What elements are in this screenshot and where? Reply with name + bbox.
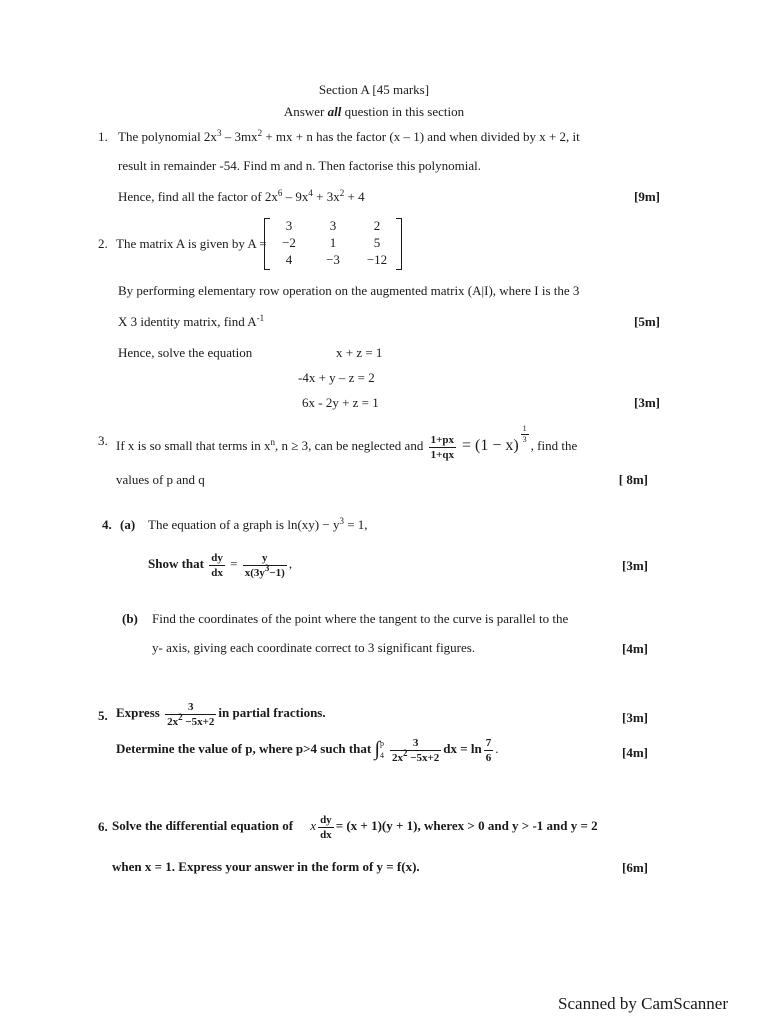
q6-marks: [6m] (622, 860, 648, 875)
matrix-cell: 2 (373, 218, 381, 233)
q4-part-a-text: The equation of a graph is $\ln(xy) - y^3 = 1$, (148, 516, 368, 532)
section-title: Section A [45 marks] (318, 82, 430, 97)
q3-line1: If x is so small that terms in $x^n$, n ≥ 3, can be neglected and $\frac{1+px}{1+qx}$ = (1 − x) $\frac{1}{3}$ , find the (116, 424, 578, 461)
matrix-a (264, 218, 402, 270)
q2-marks-2: [3m] (634, 395, 660, 410)
q5-integrand: $\frac{3}{2x^2 -5x+2}$ (391, 736, 440, 764)
q1-line1: The polynomial $2x^3 - 3mx^2$ + mx + n has the factor (x – 1) and when divided by x + 2, it (118, 128, 580, 144)
q5-number: 5. (98, 708, 108, 723)
q4-part-a-label: (a) (120, 517, 136, 532)
q2-hence: Hence, solve the equation (118, 345, 253, 360)
q5-fraction: $\frac{3}{2x^2 -5x+2}$ (167, 700, 215, 728)
matrix-cell: 3 (329, 218, 337, 233)
q6-line1: Solve the differential equation of x $\frac{dy}{dx}$ = (x + 1)(y + 1), wherex > 0 and y > -1 and y = 2 (112, 813, 598, 841)
q4-show-that: Show that $\frac{dy}{dx}$ = $\frac{y}{x(3y^3-1)}$ , (148, 551, 293, 579)
matrix-cell: 3 (285, 218, 293, 233)
q4-marks-a: [3m] (622, 558, 648, 573)
q3-exponent: $\frac{1}{3}$ (522, 424, 527, 444)
q2-line2: X 3 identity matrix, find $A^{-1}$ (118, 313, 265, 329)
q2-equation-3: 6x - 2y + z = 1 (302, 395, 379, 410)
q6-derivative: $\frac{dy}{dx}$ (320, 813, 332, 841)
q2-line1: By performing elementary row operation on the augmented matrix (A|I), where I is the 3 (118, 283, 580, 298)
q2-intro: The matrix A is given by A = (116, 236, 267, 251)
q3-line2: values of p and q (116, 472, 205, 487)
matrix-cell: 5 (373, 235, 381, 250)
camscanner-watermark: Scanned by CamScanner (558, 994, 728, 1013)
q4-part-b-label: (b) (122, 611, 138, 626)
q1-number: 1. (98, 129, 108, 144)
q5-line1: Express $\frac{3}{2x^2 -5x+2}$ in partial fractions. (116, 700, 326, 728)
q1-line3: Hence, find all the factor of $2x^6 - 9x^4 + 3x^2 + 4$ (118, 188, 365, 204)
q2-number: 2. (98, 236, 108, 251)
q2-equation-1: x + z = 1 (336, 345, 383, 360)
q3-marks: [ 8m] (618, 472, 648, 487)
q5-ln-fraction: $\frac{7}{6}$ (485, 736, 492, 764)
q1-marks: [9m] (634, 189, 660, 204)
q6-number: 6. (98, 819, 108, 834)
q6-line2: when x = 1. Express your answer in the form of y = f(x). (112, 859, 420, 874)
matrix-left-bracket (264, 218, 270, 270)
q2-equation-2: -4x + y – z = 2 (298, 370, 375, 385)
q5-marks-2: [4m] (622, 745, 648, 760)
q2-marks-1: [5m] (634, 314, 660, 329)
q3-number: 3. (98, 433, 108, 448)
q1-line2: result in remainder -54. Find m and n. Then factorise this polynomial. (118, 158, 481, 173)
matrix-cell: 1 (329, 235, 337, 250)
q5-line2: Determine the value of p, where p>4 such that ∫ p 4 $\frac{3}{2x^2 -5x+2}$ dx = ln $\frac{7}{6}$ . (116, 736, 499, 764)
matrix-cell: −2 (282, 235, 296, 250)
q4-number: 4. (102, 517, 112, 532)
q5-marks-1: [3m] (622, 710, 648, 725)
integral-sign-icon: ∫ (374, 738, 380, 760)
matrix-right-bracket (396, 218, 402, 270)
q4-part-b-line2: y- axis, giving each coordinate correct to 3 significant figures. (152, 640, 476, 655)
matrix-cell: 4 (285, 252, 293, 267)
instructions: Answer all question in this section (283, 104, 465, 119)
q4-rhs-fraction: $\frac{y}{x(3y^3-1)}$ (244, 551, 285, 579)
matrix-cell: −12 (366, 252, 388, 267)
q4-part-b-line1: Find the coordinates of the point where the tangent to the curve is parallel to the (152, 611, 569, 626)
q4-marks-b: [4m] (622, 641, 648, 656)
q4-derivative: $\frac{dy}{dx}$ (211, 551, 223, 579)
matrix-cell: −3 (326, 252, 340, 267)
q3-fraction: $\frac{1+px}{1+qx}$ (430, 433, 454, 461)
